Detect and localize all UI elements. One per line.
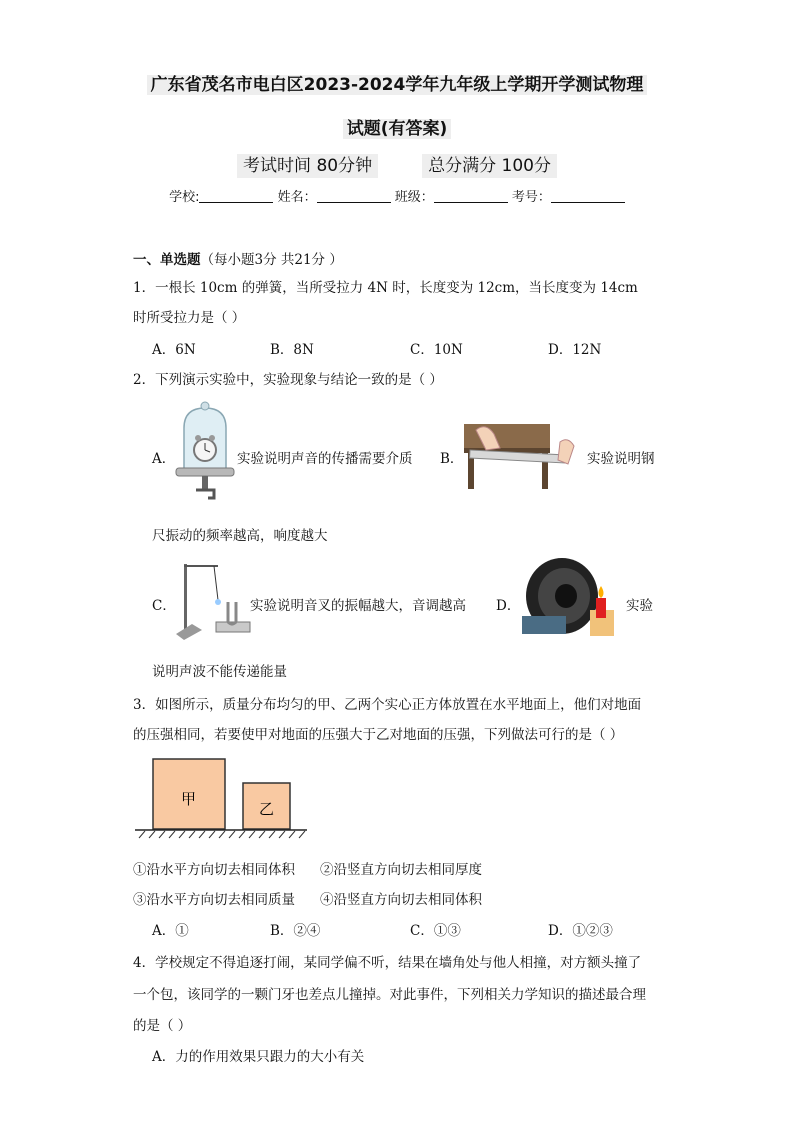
q4-line2: 一个包，该同学的一颗门牙也差点儿撞掉。对此事件，下列相关力学知识的描述最合理 xyxy=(133,987,646,1003)
page-title-continued xyxy=(0,114,794,139)
q4-option-a[interactable]: A．力的作用效果只跟力的大小有关 xyxy=(152,1049,365,1065)
q4-line3: 的是（ ） xyxy=(133,1018,192,1034)
q1-option-a[interactable]: A．6N xyxy=(152,342,196,358)
q1-line2: 时所受拉力是（ ） xyxy=(133,310,246,326)
number-blank[interactable] xyxy=(551,190,625,203)
q2-option-b-continued: 尺振动的频率越高，响度越大 xyxy=(152,528,328,544)
school-blank[interactable] xyxy=(199,190,273,203)
block-jia-label: 甲 xyxy=(181,790,197,808)
q2-option-a-label[interactable]: A． xyxy=(152,451,176,467)
q1-option-d[interactable]: D．12N xyxy=(548,342,602,358)
student-info xyxy=(0,186,794,205)
q3-option-d[interactable]: D．①②③ xyxy=(548,923,613,939)
q2-option-d-label[interactable]: D． xyxy=(496,598,521,614)
q3-line2: 的压强相同，若要使甲对地面的压强大于乙对地面的压强，下列做法可行的是（ ） xyxy=(133,727,624,743)
section-heading xyxy=(133,248,343,268)
tuning-fork-image xyxy=(174,560,252,642)
exam-time: 考试时间 80分钟 xyxy=(237,154,378,178)
q1-option-c[interactable]: C．10N xyxy=(410,342,463,358)
bell-jar-image xyxy=(174,400,236,508)
q1-option-b[interactable]: B．8N xyxy=(270,342,314,358)
q3-statement-1: ①沿水平方向切去相同体积 xyxy=(133,862,295,878)
exam-score: 总分满分 100分 xyxy=(422,154,557,178)
section-title: 一、单选题 xyxy=(133,252,201,268)
name-label: 姓名： xyxy=(277,190,317,205)
q3-statement-2: ②沿竖直方向切去相同厚度 xyxy=(320,862,482,878)
q2-option-b-label[interactable]: B． xyxy=(440,451,464,467)
ruler-table-image xyxy=(464,420,588,490)
title-line-1: 广东省茂名市电白区2023-2024学年九年级上学期开学测试物理 xyxy=(147,75,648,95)
number-label: 考号： xyxy=(511,190,551,205)
exam-meta xyxy=(0,151,794,176)
q3-statement-4: ④沿竖直方向切去相同体积 xyxy=(320,892,482,908)
page-title xyxy=(0,70,794,95)
q1-line1: 1．一根长 10cm 的弹簧，当所受拉力 4N 时，长度变为 12cm，当长度变为 14cm xyxy=(133,280,638,296)
q3-option-c[interactable]: C．①③ xyxy=(410,923,461,939)
q2-option-c-text: 实验说明音叉的振幅越大，音调越高 xyxy=(250,598,466,614)
class-label: 班级： xyxy=(394,190,434,205)
q2-option-b-text: 实验说明钢 xyxy=(587,451,655,467)
q4-line1: 4．学校规定不得追逐打闹，某同学偏不听，结果在墙角处与他人相撞，对方额头撞了 xyxy=(133,955,642,971)
class-blank[interactable] xyxy=(434,190,508,203)
q2-option-d-text: 实验 xyxy=(626,598,653,614)
block-yi-label: 乙 xyxy=(259,800,275,818)
q2-option-d-continued: 说明声波不能传递能量 xyxy=(152,664,287,680)
blocks-diagram xyxy=(135,756,310,840)
q3-line1: 3．如图所示，质量分布均匀的甲、乙两个实心正方体放置在水平地面上，他们对地面 xyxy=(133,697,642,713)
q2-option-c-label[interactable]: C． xyxy=(152,598,176,614)
title-line-2: 试题(有答案) xyxy=(343,119,452,139)
q3-option-b[interactable]: B．②④ xyxy=(270,923,321,939)
q3-option-a[interactable]: A．① xyxy=(152,923,189,939)
q2-option-a-text: 实验说明声音的传播需要介质 xyxy=(237,451,413,467)
q2-stem: 2．下列演示实验中，实验现象与结论一致的是（ ） xyxy=(133,372,443,388)
name-blank[interactable] xyxy=(317,190,391,203)
section-note: （每小题3分 共21分 ） xyxy=(200,252,343,268)
school-label: 学校: xyxy=(169,190,200,205)
speaker-candle-image xyxy=(518,556,616,642)
q3-statement-3: ③沿水平方向切去相同质量 xyxy=(133,892,295,908)
